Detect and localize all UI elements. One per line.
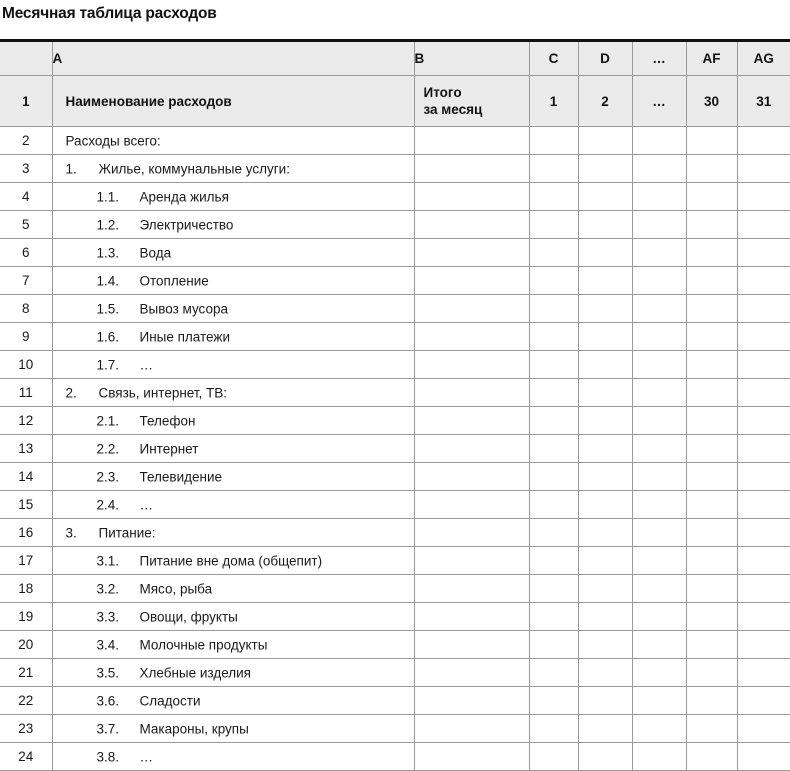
cell-c[interactable] xyxy=(529,659,578,687)
table-row xyxy=(0,519,790,547)
cell-af[interactable] xyxy=(686,435,737,463)
cell-c[interactable] xyxy=(529,687,578,715)
item-number: 3.5. xyxy=(96,665,120,680)
cell-a[interactable] xyxy=(52,715,414,743)
cell-a[interactable] xyxy=(52,547,414,575)
cell-ellipsis1[interactable]: … xyxy=(632,76,686,127)
cell-d[interactable] xyxy=(578,547,632,575)
item-number: 1.4. xyxy=(96,273,120,288)
column-header-ag[interactable]: AG xyxy=(737,41,790,76)
row-header[interactable]: 20 xyxy=(0,631,52,659)
table-row xyxy=(0,379,790,407)
item-number: 1.3. xyxy=(96,245,120,260)
cell-b[interactable] xyxy=(414,127,529,155)
table-row xyxy=(0,463,790,491)
row-header[interactable]: 19 xyxy=(0,603,52,631)
cell-a[interactable] xyxy=(52,743,414,771)
column-letter-row xyxy=(0,41,790,76)
cell-af[interactable] xyxy=(686,687,737,715)
cell-a-content xyxy=(53,715,414,742)
cell-ellipsis[interactable] xyxy=(632,463,686,491)
table-row xyxy=(0,715,790,743)
cell-ag[interactable] xyxy=(737,379,790,407)
row-header-1[interactable]: 1 xyxy=(0,76,52,127)
cell-b[interactable] xyxy=(414,155,529,183)
item-number: 1.6. xyxy=(96,329,120,344)
item-number: 3.6. xyxy=(96,693,120,708)
row-header[interactable]: 18 xyxy=(0,575,52,603)
cell-b[interactable] xyxy=(414,351,529,379)
table-row xyxy=(0,351,790,379)
table-row xyxy=(0,743,790,771)
item-label: Жилье, коммунальные услуги: xyxy=(98,161,290,176)
cell-a[interactable] xyxy=(52,323,414,351)
cell-ellipsis[interactable] xyxy=(632,547,686,575)
cell-d[interactable] xyxy=(578,183,632,211)
cell-a[interactable] xyxy=(52,351,414,379)
cell-af[interactable] xyxy=(686,743,737,771)
cell-af[interactable] xyxy=(686,183,737,211)
cell-a[interactable] xyxy=(52,687,414,715)
table-row xyxy=(0,631,790,659)
cell-c[interactable] xyxy=(529,603,578,631)
cell-af[interactable] xyxy=(686,407,737,435)
cell-c[interactable] xyxy=(529,239,578,267)
table-row xyxy=(0,491,790,519)
cell-a[interactable] xyxy=(52,379,414,407)
cell-d1[interactable]: 2 xyxy=(578,76,632,127)
cell-ag[interactable] xyxy=(737,435,790,463)
item-label: Хлебные изделия xyxy=(139,665,251,680)
cell-af[interactable] xyxy=(686,239,737,267)
cell-d[interactable] xyxy=(578,603,632,631)
cell-ag[interactable] xyxy=(737,631,790,659)
item-label: Телефон xyxy=(139,413,196,428)
cell-b[interactable] xyxy=(414,435,529,463)
cell-c[interactable] xyxy=(529,351,578,379)
cell-b[interactable] xyxy=(414,715,529,743)
row-header[interactable]: 8 xyxy=(0,295,52,323)
table-row xyxy=(0,295,790,323)
cell-d[interactable] xyxy=(578,295,632,323)
row-header[interactable]: 6 xyxy=(0,239,52,267)
cell-c[interactable] xyxy=(529,547,578,575)
row-header[interactable]: 4 xyxy=(0,183,52,211)
cell-ag[interactable] xyxy=(737,519,790,547)
cell-a-content xyxy=(53,659,414,686)
item-label: … xyxy=(139,749,153,764)
cell-af[interactable] xyxy=(686,155,737,183)
cell-af[interactable] xyxy=(686,491,737,519)
row-header[interactable]: 21 xyxy=(0,659,52,687)
cell-ag[interactable] xyxy=(737,491,790,519)
cell-ellipsis[interactable] xyxy=(632,659,686,687)
item-label: Мясо, рыба xyxy=(139,581,213,596)
item-label: … xyxy=(139,497,153,512)
item-label: Овощи, фрукты xyxy=(139,609,238,624)
cell-d[interactable] xyxy=(578,575,632,603)
cell-d[interactable] xyxy=(578,743,632,771)
cell-d[interactable] xyxy=(578,491,632,519)
cell-a[interactable] xyxy=(52,659,414,687)
item-label: Сладости xyxy=(139,693,201,708)
cell-af[interactable] xyxy=(686,463,737,491)
row-header[interactable]: 23 xyxy=(0,715,52,743)
table-row xyxy=(0,183,790,211)
item-label: Интернет xyxy=(139,441,199,456)
row-header[interactable]: 12 xyxy=(0,407,52,435)
cell-a-content xyxy=(53,379,414,406)
item-number: 3.4. xyxy=(96,637,120,652)
item-label: … xyxy=(139,357,153,372)
cell-a-content xyxy=(53,687,414,714)
item-number: 1.1. xyxy=(96,189,120,204)
table-row xyxy=(0,407,790,435)
cell-b[interactable] xyxy=(414,407,529,435)
table-header xyxy=(0,41,790,76)
cell-d[interactable] xyxy=(578,659,632,687)
table-row xyxy=(0,603,790,631)
cell-c[interactable] xyxy=(529,435,578,463)
cell-c[interactable] xyxy=(529,491,578,519)
cell-a-content xyxy=(53,435,414,462)
cell-d[interactable] xyxy=(578,351,632,379)
table-row xyxy=(0,211,790,239)
page-title: Месячная таблица расходов xyxy=(2,5,217,22)
cell-d[interactable] xyxy=(578,155,632,183)
cell-a-content xyxy=(53,603,414,630)
column-header-d[interactable]: D xyxy=(578,41,632,76)
cell-a-content xyxy=(53,351,414,378)
column-header-c[interactable]: C xyxy=(529,41,578,76)
cell-ellipsis[interactable] xyxy=(632,155,686,183)
cell-ag[interactable] xyxy=(737,407,790,435)
row-header[interactable]: 17 xyxy=(0,547,52,575)
cell-af[interactable] xyxy=(686,631,737,659)
item-label: Вывоз мусора xyxy=(139,301,228,316)
item-label: Связь, интернет, ТВ: xyxy=(98,385,228,400)
cell-a-content xyxy=(53,491,414,518)
cell-a[interactable] xyxy=(52,267,414,295)
cell-ag[interactable] xyxy=(737,575,790,603)
row-header[interactable]: 2 xyxy=(0,127,52,155)
row-header[interactable]: 24 xyxy=(0,743,52,771)
cell-ag[interactable] xyxy=(737,659,790,687)
cell-ellipsis[interactable] xyxy=(632,127,686,155)
cell-d[interactable] xyxy=(578,519,632,547)
item-number: 2.1. xyxy=(96,413,120,428)
row-header[interactable]: 14 xyxy=(0,463,52,491)
column-header-af[interactable]: AF xyxy=(686,41,737,76)
cell-a[interactable] xyxy=(52,127,414,155)
item-label: Питание вне дома (общепит) xyxy=(139,553,323,568)
item-number: 2.2. xyxy=(96,441,120,456)
cell-d[interactable] xyxy=(578,239,632,267)
cell-a-content xyxy=(53,183,414,210)
item-number: 1.2. xyxy=(96,217,120,232)
cell-ag[interactable] xyxy=(737,183,790,211)
item-number: 3.7. xyxy=(96,721,120,736)
cell-c[interactable] xyxy=(529,575,578,603)
cell-d[interactable] xyxy=(578,267,632,295)
cell-d[interactable] xyxy=(578,631,632,659)
table-row xyxy=(0,575,790,603)
table-row xyxy=(0,659,790,687)
cell-ellipsis[interactable] xyxy=(632,687,686,715)
cell-ag[interactable] xyxy=(737,127,790,155)
item-label: Отопление xyxy=(139,273,209,288)
cell-a-content xyxy=(53,295,414,322)
cell-ag[interactable] xyxy=(737,715,790,743)
cell-c[interactable] xyxy=(529,155,578,183)
cell-b[interactable] xyxy=(414,547,529,575)
cell-c[interactable] xyxy=(529,519,578,547)
row-header[interactable]: 3 xyxy=(0,155,52,183)
cell-ellipsis[interactable] xyxy=(632,631,686,659)
cell-b[interactable] xyxy=(414,183,529,211)
cell-b[interactable] xyxy=(414,323,529,351)
cell-c1[interactable]: 1 xyxy=(529,76,578,127)
cell-ag[interactable] xyxy=(737,463,790,491)
cell-d[interactable] xyxy=(578,211,632,239)
cell-b[interactable] xyxy=(414,519,529,547)
cell-a[interactable] xyxy=(52,407,414,435)
item-label: Макароны, крупы xyxy=(139,721,249,736)
cell-a[interactable] xyxy=(52,603,414,631)
cell-ellipsis[interactable] xyxy=(632,743,686,771)
item-label: Расходы всего: xyxy=(65,133,161,148)
cell-b[interactable] xyxy=(414,687,529,715)
cell-ellipsis[interactable] xyxy=(632,267,686,295)
cell-b[interactable] xyxy=(414,575,529,603)
cell-af[interactable] xyxy=(686,323,737,351)
cell-a-content xyxy=(53,547,414,574)
cell-c[interactable] xyxy=(529,463,578,491)
cell-af[interactable] xyxy=(686,519,737,547)
cell-ag[interactable] xyxy=(737,743,790,771)
cell-a[interactable] xyxy=(52,295,414,323)
table-row xyxy=(0,239,790,267)
cell-c[interactable] xyxy=(529,631,578,659)
cell-ag[interactable] xyxy=(737,547,790,575)
cell-ellipsis[interactable] xyxy=(632,239,686,267)
table-row xyxy=(0,127,790,155)
cell-ag[interactable] xyxy=(737,603,790,631)
cell-a[interactable] xyxy=(52,211,414,239)
cell-a[interactable] xyxy=(52,491,414,519)
cell-c[interactable] xyxy=(529,407,578,435)
cell-a1[interactable]: Наименование расходов xyxy=(52,76,414,127)
cell-ag[interactable] xyxy=(737,687,790,715)
cell-b[interactable] xyxy=(414,379,529,407)
cell-ag[interactable] xyxy=(737,239,790,267)
table-row xyxy=(0,267,790,295)
item-number: 3.8. xyxy=(96,749,120,764)
cell-b1[interactable] xyxy=(414,76,529,127)
cell-ag[interactable] xyxy=(737,351,790,379)
cell-ellipsis[interactable] xyxy=(632,519,686,547)
cell-a[interactable] xyxy=(52,435,414,463)
item-number: 1.7. xyxy=(96,357,120,372)
cell-af[interactable] xyxy=(686,715,737,743)
cell-a-content xyxy=(53,239,414,266)
cell-c[interactable] xyxy=(529,323,578,351)
row-header[interactable]: 9 xyxy=(0,323,52,351)
cell-ellipsis[interactable] xyxy=(632,715,686,743)
table-row xyxy=(0,323,790,351)
table-row xyxy=(0,547,790,575)
item-number: 2.4. xyxy=(96,497,120,512)
cell-b[interactable] xyxy=(414,463,529,491)
cell-ellipsis[interactable] xyxy=(632,379,686,407)
cell-d[interactable] xyxy=(578,323,632,351)
table-row xyxy=(0,435,790,463)
cell-c[interactable] xyxy=(529,211,578,239)
cell-a[interactable] xyxy=(52,155,414,183)
item-number: 3.3. xyxy=(96,609,120,624)
cell-b[interactable] xyxy=(414,631,529,659)
item-label: Иные платежи xyxy=(139,329,230,344)
table-row xyxy=(0,155,790,183)
cell-a-content xyxy=(53,575,414,602)
cell-ag[interactable] xyxy=(737,211,790,239)
cell-a-content xyxy=(53,211,414,238)
cell-af[interactable] xyxy=(686,659,737,687)
cell-ellipsis[interactable] xyxy=(632,407,686,435)
cell-af[interactable] xyxy=(686,575,737,603)
table-row xyxy=(0,687,790,715)
cell-d[interactable] xyxy=(578,127,632,155)
cell-a-content xyxy=(53,631,414,658)
cell-c[interactable] xyxy=(529,715,578,743)
cell-c[interactable] xyxy=(529,267,578,295)
item-number: 1. xyxy=(65,161,77,176)
cell-a[interactable] xyxy=(52,519,414,547)
cell-a[interactable] xyxy=(52,463,414,491)
cell-ellipsis[interactable] xyxy=(632,211,686,239)
cell-b1-line1: Итого xyxy=(423,85,462,100)
cell-a[interactable] xyxy=(52,575,414,603)
cell-d[interactable] xyxy=(578,435,632,463)
item-label: Питание: xyxy=(98,525,156,540)
column-header-b[interactable]: B xyxy=(414,41,529,76)
cell-af[interactable] xyxy=(686,603,737,631)
row-header[interactable]: 5 xyxy=(0,211,52,239)
spreadsheet-table xyxy=(0,39,790,771)
cell-c[interactable] xyxy=(529,295,578,323)
cell-c[interactable] xyxy=(529,379,578,407)
cell-a[interactable] xyxy=(52,631,414,659)
cell-ellipsis[interactable] xyxy=(632,323,686,351)
cell-b[interactable] xyxy=(414,659,529,687)
cell-a-content xyxy=(53,127,414,154)
item-number: 3.2. xyxy=(96,581,120,596)
cell-ag1[interactable]: 31 xyxy=(737,76,790,127)
cell-af[interactable] xyxy=(686,547,737,575)
cell-b[interactable] xyxy=(414,743,529,771)
cell-af[interactable] xyxy=(686,351,737,379)
cell-ellipsis[interactable] xyxy=(632,295,686,323)
cell-ellipsis[interactable] xyxy=(632,351,686,379)
cell-ag[interactable] xyxy=(737,267,790,295)
cell-d[interactable] xyxy=(578,715,632,743)
cell-af[interactable] xyxy=(686,127,737,155)
row-header[interactable]: 22 xyxy=(0,687,52,715)
row-header[interactable]: 16 xyxy=(0,519,52,547)
cell-af[interactable] xyxy=(686,267,737,295)
cell-b1-line2: за месяц xyxy=(423,102,483,117)
row-header[interactable]: 7 xyxy=(0,267,52,295)
cell-ellipsis[interactable] xyxy=(632,435,686,463)
cell-c[interactable] xyxy=(529,183,578,211)
cell-ellipsis[interactable] xyxy=(632,575,686,603)
cell-d[interactable] xyxy=(578,687,632,715)
item-label: Электричество xyxy=(139,217,234,232)
cell-b[interactable] xyxy=(414,211,529,239)
row-header[interactable]: 10 xyxy=(0,351,52,379)
row-header[interactable]: 11 xyxy=(0,379,52,407)
cell-af[interactable] xyxy=(686,211,737,239)
cell-a-content xyxy=(53,743,414,770)
item-number: 2.3. xyxy=(96,469,120,484)
cell-ellipsis[interactable] xyxy=(632,491,686,519)
cell-b[interactable] xyxy=(414,491,529,519)
cell-ag[interactable] xyxy=(737,155,790,183)
cell-b[interactable] xyxy=(414,295,529,323)
cell-af[interactable] xyxy=(686,379,737,407)
cell-b[interactable] xyxy=(414,267,529,295)
row-header[interactable]: 13 xyxy=(0,435,52,463)
cell-a-content xyxy=(53,407,414,434)
cell-ag[interactable] xyxy=(737,295,790,323)
cell-c[interactable] xyxy=(529,743,578,771)
cell-a[interactable] xyxy=(52,239,414,267)
cell-d[interactable] xyxy=(578,463,632,491)
cell-a-content xyxy=(53,519,414,546)
table-row-1 xyxy=(0,76,790,127)
item-label: Молочные продукты xyxy=(139,637,268,652)
cell-af[interactable] xyxy=(686,295,737,323)
table-body xyxy=(0,76,790,771)
cell-a-content xyxy=(53,155,414,182)
cell-ag[interactable] xyxy=(737,323,790,351)
item-number: 1.5. xyxy=(96,301,120,316)
item-label: Телевидение xyxy=(139,469,223,484)
cell-ellipsis[interactable] xyxy=(632,183,686,211)
cell-ellipsis[interactable] xyxy=(632,603,686,631)
column-header-ellipsis[interactable]: … xyxy=(632,41,686,76)
item-number: 2. xyxy=(65,385,77,400)
cell-b[interactable] xyxy=(414,603,529,631)
cell-a-content xyxy=(53,323,414,350)
cell-a-content xyxy=(53,267,414,294)
column-header-a[interactable]: A xyxy=(52,41,414,76)
cell-d[interactable] xyxy=(578,379,632,407)
item-number: 3. xyxy=(65,525,77,540)
cell-a-content xyxy=(53,463,414,490)
item-number: 3.1. xyxy=(96,553,120,568)
item-label: Вода xyxy=(139,245,172,260)
select-all-corner[interactable] xyxy=(0,41,52,76)
cell-a[interactable] xyxy=(52,183,414,211)
row-header[interactable]: 15 xyxy=(0,491,52,519)
cell-b[interactable] xyxy=(414,239,529,267)
item-label: Аренда жилья xyxy=(139,189,229,204)
cell-af1[interactable]: 30 xyxy=(686,76,737,127)
cell-c[interactable] xyxy=(529,127,578,155)
cell-d[interactable] xyxy=(578,407,632,435)
